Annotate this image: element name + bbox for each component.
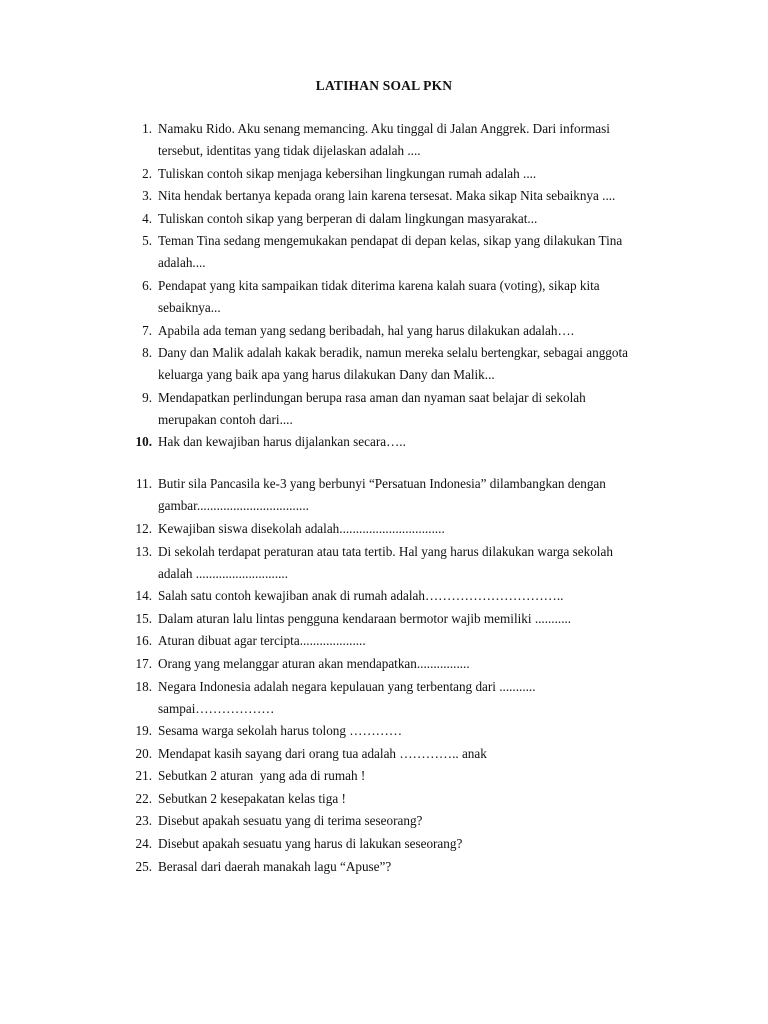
page-title: LATIHAN SOAL PKN [315, 78, 453, 93]
question-text [158, 608, 704, 630]
question-item [124, 720, 704, 742]
question-item [124, 810, 704, 832]
question-number: 17. [135, 655, 152, 671]
question-line: Berasal dari daerah manakah lagu “Apuse”? [158, 858, 392, 874]
question-line: sampai……………… [158, 700, 275, 716]
question-line: Sebutkan 2 kesepakatan kelas tiga ! [158, 790, 346, 806]
question-text [158, 431, 704, 453]
question-item [124, 518, 704, 540]
question-line: tersebut, identitas yang tidak dijelaskan adalah .... [158, 143, 421, 158]
question-line: Apabila ada teman yang sedang beribadah, hal yang harus dilakukan adalah…. [158, 322, 574, 338]
question-number: 13. [135, 543, 152, 559]
question-item [124, 320, 704, 342]
question-text [158, 473, 704, 517]
question-line: gambar.................................. [158, 498, 309, 514]
question-text [158, 185, 704, 207]
question-line: Mendapat kasih sayang dari orang tua adalah ………….. anak [158, 745, 487, 761]
question-item [124, 473, 704, 517]
question-item [124, 788, 704, 810]
question-line: Mendapatkan perlindungan berupa rasa aman dan nyaman saat belajar di sekolah [158, 389, 586, 405]
question-text [158, 275, 704, 319]
question-line: Dany dan Malik adalah kakak beradik, namun mereka selalu bertengkar, sebagai anggota [158, 345, 629, 361]
question-line: Disebut apakah sesuatu yang harus di lakukan seseorang? [158, 836, 463, 852]
question-number: 18. [135, 678, 152, 694]
question-number: 11. [136, 476, 152, 492]
question-number: 25. [135, 858, 152, 874]
question-line: Teman Tina sedang mengemukakan pendapat di depan kelas, sikap yang dilakukan Tina [158, 233, 623, 249]
question-number: 2. [142, 165, 152, 181]
question-text [158, 387, 704, 431]
question-line: Butir sila Pancasila ke-3 yang berbunyi “Persatuan Indonesia” dilambangkan dengan [158, 476, 606, 492]
question-item [124, 185, 704, 207]
question-item [124, 118, 704, 162]
question-item [124, 630, 704, 652]
question-list [124, 118, 704, 878]
question-number: 1. [142, 121, 152, 136]
question-number: 8. [142, 345, 152, 361]
question-number: 5. [142, 233, 152, 249]
question-number: 16. [135, 633, 152, 649]
question-number: 3. [142, 188, 152, 204]
question-text [158, 833, 704, 855]
question-text [158, 230, 704, 274]
question-item [124, 163, 704, 185]
question-line: Nita hendak bertanya kepada orang lain karena tersesat. Maka sikap Nita sebaiknya .... [158, 188, 616, 204]
question-item [124, 541, 704, 585]
question-text [158, 163, 704, 185]
question-item [124, 833, 704, 855]
question-line: Dalam aturan lalu lintas pengguna kendaraan bermotor wajib memiliki ........... [158, 610, 572, 626]
question-item [124, 765, 704, 787]
question-line: Di sekolah terdapat peraturan atau tata tertib. Hal yang harus dilakukan warga sekolah [158, 543, 613, 559]
question-text [158, 810, 704, 832]
question-item [124, 208, 704, 230]
question-line: Pendapat yang kita sampaikan tidak diterima karena kalah suara (voting), sikap kita [158, 277, 600, 293]
question-item [124, 653, 704, 675]
question-text [158, 676, 704, 720]
question-line: sebaiknya... [158, 299, 221, 315]
question-number: 22. [135, 790, 152, 806]
question-item [124, 743, 704, 765]
question-text [158, 653, 704, 675]
question-number: 19. [135, 723, 152, 739]
question-text [158, 720, 704, 742]
question-item [124, 676, 704, 720]
question-text [158, 788, 704, 810]
question-text [158, 518, 704, 540]
question-number: 21. [135, 768, 152, 784]
question-line: Salah satu contoh kewajiban anak di rumah adalah………………………….. [158, 588, 564, 604]
question-item [124, 585, 704, 607]
question-item [124, 431, 704, 453]
question-number: 4. [142, 210, 152, 226]
question-line: Negara Indonesia adalah negara kepulauan yang terbentang dari ........... [158, 678, 536, 694]
question-line: merupakan contoh dari.... [158, 411, 293, 427]
question-number: 9. [142, 389, 152, 405]
question-line: adalah.... [158, 255, 206, 271]
question-line: Disebut apakah sesuatu yang di terima seseorang? [158, 813, 423, 829]
question-number: 23. [135, 813, 152, 829]
question-text [158, 320, 704, 342]
question-text [158, 765, 704, 787]
question-number: 14. [135, 588, 152, 604]
question-text [158, 541, 704, 585]
question-line: adalah ............................ [158, 565, 289, 581]
question-item [124, 230, 704, 274]
question-text [158, 585, 704, 607]
question-number: 24. [135, 836, 152, 852]
question-text [158, 630, 704, 652]
question-line: Kewajiban siswa disekolah adalah................................ [158, 520, 445, 536]
question-text [158, 342, 704, 386]
question-number: 15. [135, 610, 152, 626]
question-line: Sebutkan 2 aturan yang ada di rumah ! [158, 768, 366, 784]
question-text [158, 743, 704, 765]
question-line: Hak dan kewajiban harus dijalankan secara….. [158, 434, 406, 450]
question-number: 10. [135, 434, 152, 450]
question-text [158, 856, 704, 878]
question-item [124, 275, 704, 319]
question-item [124, 856, 704, 878]
question-line: Orang yang melanggar aturan akan mendapatkan................ [158, 655, 470, 671]
question-item [124, 387, 704, 431]
question-number: 7. [142, 322, 152, 338]
question-line: Tuliskan contoh sikap yang berperan di dalam lingkungan masyarakat... [158, 210, 538, 226]
question-number: 6. [142, 277, 152, 293]
question-number: 20. [135, 745, 152, 761]
question-line: Namaku Rido. Aku senang memancing. Aku tinggal di Jalan Anggrek. Dari informasi [158, 121, 610, 136]
question-item [124, 342, 704, 386]
question-line: Sesama warga sekolah harus tolong ………… [158, 723, 403, 739]
question-line: keluarga yang baik apa yang harus dilakukan Dany dan Malik... [158, 367, 495, 383]
question-line: Tuliskan contoh sikap menjaga kebersihan lingkungan rumah adalah .... [158, 165, 537, 181]
question-number: 12. [135, 520, 152, 536]
question-text [158, 118, 704, 162]
question-text [158, 208, 704, 230]
question-line: Aturan dibuat agar tercipta.................... [158, 633, 366, 649]
question-item [124, 608, 704, 630]
